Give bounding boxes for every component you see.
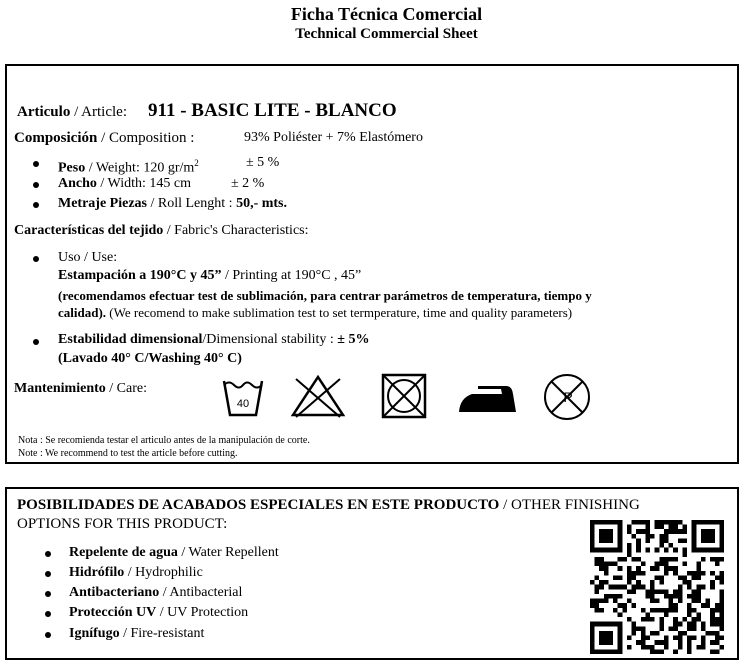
bullet: [45, 551, 51, 557]
wash-temp-text: 40: [236, 398, 250, 410]
recommendation-es-1: (recomendamos efectuar test de sublimación, para centrar parámetros de temperatura, tiempo y: [58, 288, 592, 303]
care-label-en: / Care:: [105, 381, 147, 396]
article-value: 911 - BASIC LITE - BLANCO: [148, 100, 397, 121]
spec-width-value: / Width: 145 cm: [96, 176, 191, 191]
note-es: Nota : Se recomienda testar el articulo antes de la manipulación de corte.: [18, 435, 310, 446]
finishing-item-es: Repelente de agua: [69, 545, 178, 560]
finishing-title-en: / OTHER FINISHING: [499, 497, 640, 513]
spec-weight: [58, 155, 199, 177]
recommendation-en: (We recomend to make sublimation test to set termperature, time and quality parameters): [106, 305, 573, 320]
article-row: [17, 104, 127, 120]
finishing-item: [69, 565, 203, 581]
finishing-item-en: / Water Repellent: [177, 545, 279, 560]
composition-label-es: Composición: [14, 130, 98, 146]
page-subtitle: Technical Commercial Sheet: [295, 26, 478, 42]
bullet: [33, 161, 39, 167]
finishing-title-es: POSIBILIDADES DE ACABADOS ESPECIALES EN ESTE PRODUCTO: [17, 497, 500, 513]
no-tumble-dry-icon: [380, 372, 428, 420]
spec-weight-value: / Weight: 120 gr/m: [85, 160, 195, 176]
composition-row: [14, 130, 194, 146]
finishing-item-es: Protección UV: [69, 605, 157, 620]
print-settings-en: / Printing at 190°C , 45”: [221, 268, 362, 283]
article-label-en: / Article:: [70, 104, 127, 120]
finishing-item-es: Hidrófilo: [69, 565, 125, 580]
bullet: [45, 611, 51, 617]
spec-weight-label: Peso: [58, 160, 86, 176]
stability-label-es: Estabilidad dimensional: [58, 332, 203, 347]
characteristics-label-en: / Fabric's Characteristics:: [163, 223, 309, 238]
article-label-es: Articulo: [17, 104, 71, 120]
print-settings-es: Estampación a 190°C y 45”: [58, 268, 222, 283]
composition-value: 93% Poliéster + 7% Elastómero: [244, 130, 423, 145]
care-label: [14, 381, 147, 397]
finishing-item: [69, 605, 248, 621]
bullet: [45, 571, 51, 577]
finishing-item: [69, 585, 242, 601]
finishing-item: [69, 545, 279, 561]
spec-width: [58, 176, 191, 192]
finishing-item-en: / UV Protection: [156, 605, 249, 620]
bullet: [45, 591, 51, 597]
finishing-title: [17, 497, 640, 513]
care-label-es: Mantenimiento: [14, 381, 106, 396]
finishing-item: [69, 626, 204, 642]
print-settings: [58, 268, 361, 284]
finishing-item-es: Antibacteriano: [69, 585, 160, 600]
wash-40-icon: [221, 375, 265, 419]
finishing-item-en: / Hydrophilic: [124, 565, 203, 580]
bullet: [45, 632, 51, 638]
spec-weight-tolerance: ± 5 %: [246, 155, 280, 170]
page-title: Ficha Técnica Comercial: [290, 4, 483, 24]
no-bleach-icon: [290, 373, 346, 419]
characteristics-label-es: Características del tejido: [14, 223, 164, 238]
spec-roll-value: 50,- mts.: [236, 196, 287, 211]
bullet: [33, 182, 39, 188]
spec-weight-sup: 2: [194, 158, 199, 168]
iron-icon: [456, 380, 518, 416]
characteristics-heading: [14, 223, 309, 239]
spec-roll-length: [58, 196, 287, 212]
finishing-item-es: Ignífugo: [69, 626, 120, 641]
finishing-item-en: / Fire-resistant: [119, 626, 205, 641]
finishing-item-en: / Antibacterial: [159, 585, 243, 600]
spec-roll-label-en: / Roll Lenght :: [147, 196, 237, 211]
spec-width-tolerance: ± 2 %: [231, 176, 265, 191]
dry-clean-letter: P: [563, 389, 573, 405]
recommendation-es-2: calidad).: [58, 305, 107, 320]
bullet: [33, 202, 39, 208]
stability-row: [58, 332, 369, 348]
dry-clean-p-icon: [541, 371, 593, 423]
spec-roll-label: Metraje Piezas: [58, 196, 147, 211]
finishing-title-line2: OPTIONS FOR THIS PRODUCT:: [17, 516, 228, 532]
qr-code-icon[interactable]: [590, 520, 724, 654]
bullet: [33, 256, 39, 262]
spec-width-label: Ancho: [58, 176, 97, 191]
note-en: Note : We recommend to test the article before cutting.: [18, 448, 238, 459]
bullet: [33, 339, 39, 345]
stability-label-en: /Dimensional stability :: [202, 332, 338, 347]
washing-temperature: (Lavado 40° C/Washing 40° C): [58, 351, 242, 366]
composition-label-en: / Composition :: [97, 130, 195, 146]
use-label: Uso / Use:: [58, 250, 118, 265]
recommendation-line-2: [58, 305, 572, 321]
stability-value: ± 5%: [337, 332, 370, 347]
